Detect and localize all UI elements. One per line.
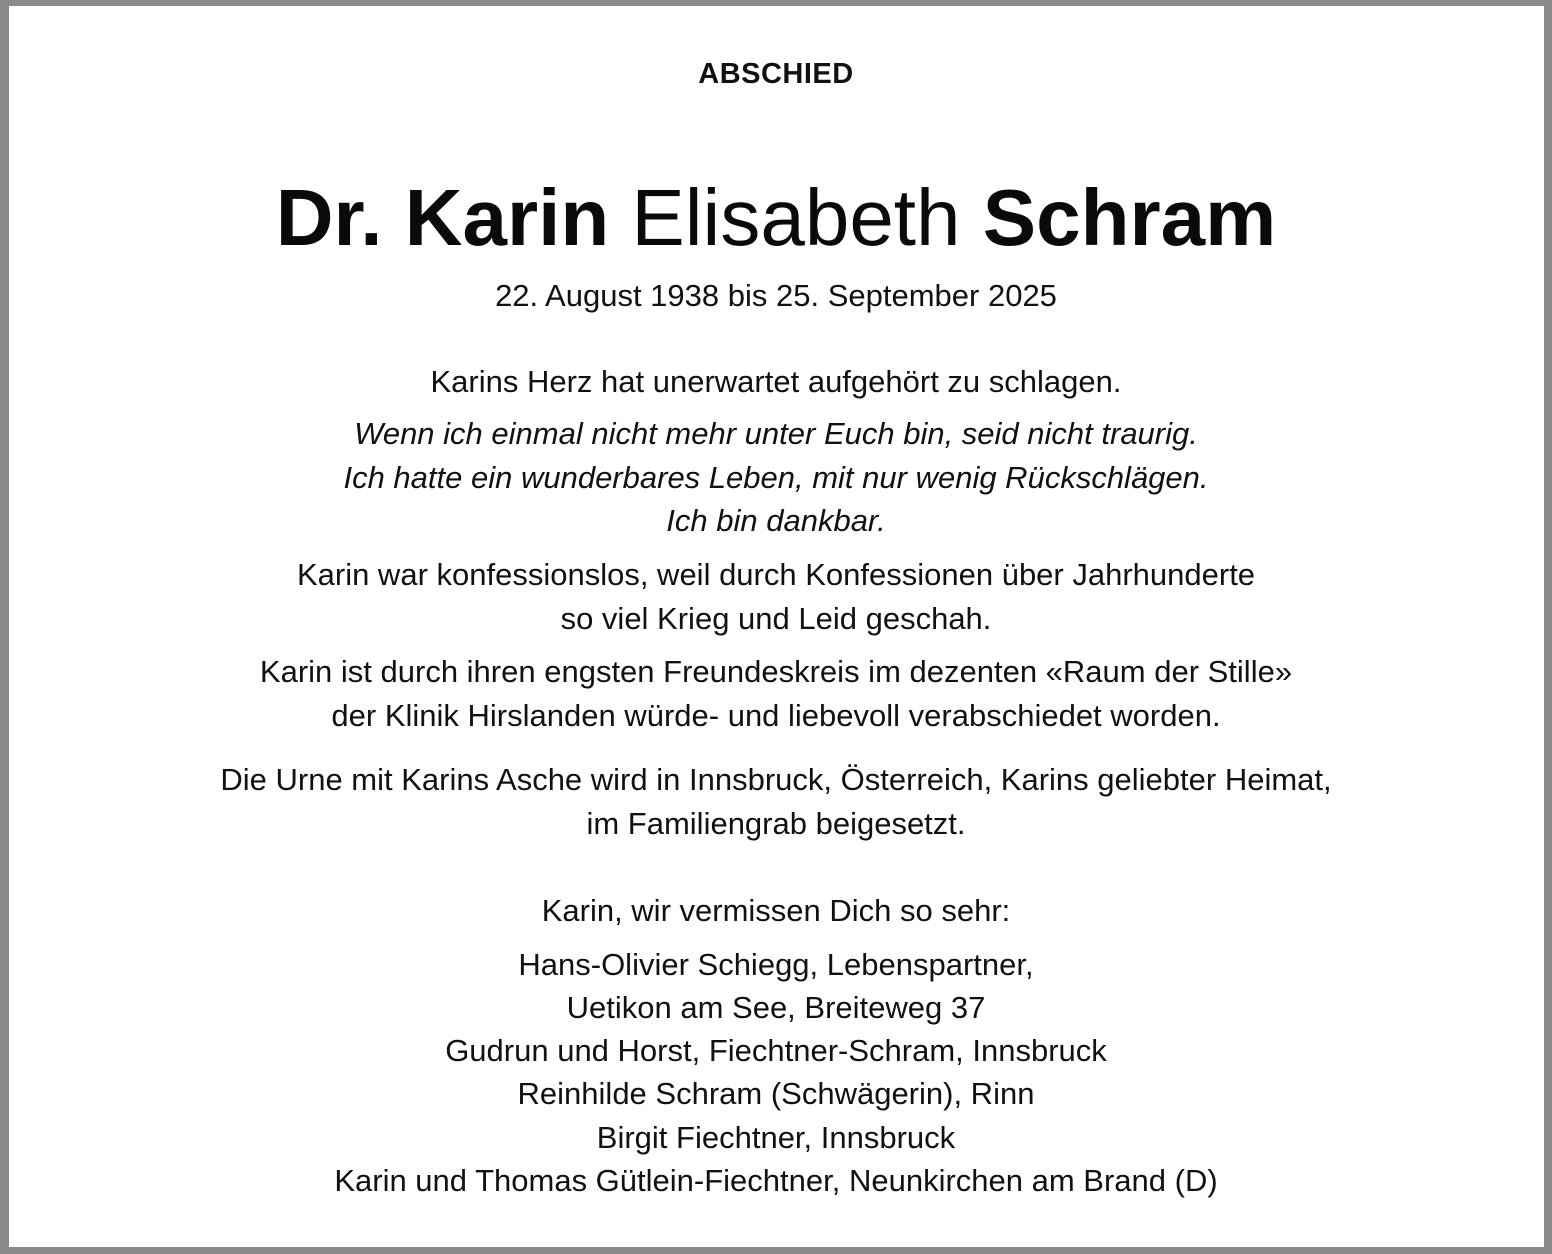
text-line: der Klinik Hirslanden würde- und liebevoll verabschiedet worden. <box>331 698 1221 733</box>
mourner-line: Birgit Fiechtner, Innsbruck <box>596 1120 956 1155</box>
mourner-line: Gudrun und Horst, Fiechtner-Schram, Innsbruck <box>445 1033 1107 1068</box>
text-line: im Familiengrab beigesetzt. <box>586 806 966 841</box>
text-line: Karin war konfessionslos, weil durch Konfessionen über Jahrhunderte <box>296 557 1256 592</box>
text-line: Karins Herz hat unerwartet aufgehört zu schlagen. <box>430 364 1122 399</box>
mourner-line: Uetikon am See, Breiteweg 37 <box>566 990 986 1025</box>
text-line: Karin ist durch ihren engsten Freundeskreis im dezenten «Raum der Stille» <box>259 654 1293 689</box>
name-prefix-first: Dr. Karin <box>275 173 610 262</box>
text-line: Die Urne mit Karins Asche wird in Innsbruck, Österreich, Karins geliebter Heimat, <box>220 762 1332 797</box>
name-middle: Elisabeth <box>631 173 961 262</box>
quote-line: Ich bin dankbar. <box>666 503 886 538</box>
section-kicker: ABSCHIED <box>698 58 854 90</box>
text-line: so viel Krieg und Leid geschah. <box>560 601 992 636</box>
name-last: Schram <box>982 173 1277 262</box>
mourners-intro: Karin, wir vermissen Dich so sehr: <box>541 893 1011 928</box>
mourner-line: Karin und Thomas Gütlein-Fiechtner, Neunkirchen am Brand (D) <box>334 1163 1218 1198</box>
deceased-name <box>0 173 1552 262</box>
life-dates: 22. August 1938 bis 25. September 2025 <box>495 278 1057 313</box>
mourner-line: Hans-Olivier Schiegg, Lebenspartner, <box>518 947 1034 982</box>
quote-line: Wenn ich einmal nicht mehr unter Euch bin, seid nicht traurig. <box>354 416 1198 451</box>
quote-line: Ich hatte ein wunderbares Leben, mit nur wenig Rückschlägen. <box>343 460 1209 495</box>
mourner-line: Reinhilde Schram (Schwägerin), Rinn <box>517 1076 1035 1111</box>
